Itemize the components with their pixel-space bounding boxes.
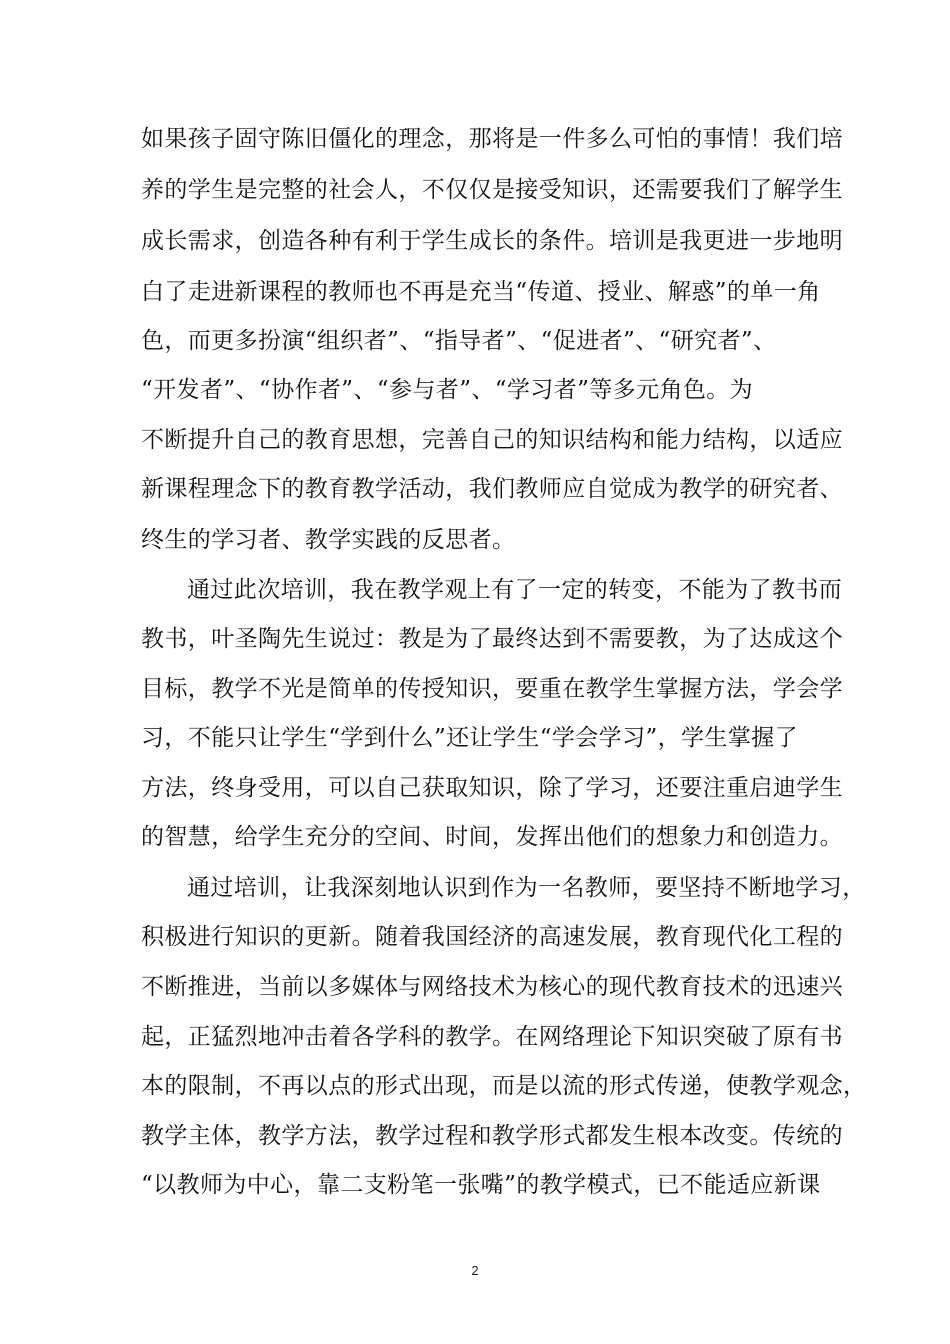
text-line: 不断推进，当前以多媒体与网络技术为核心的现代教育技术的迅速兴 bbox=[141, 974, 843, 1000]
text-line: “开发者”、“协作者”、“参与者”、“学习者”等多元角色。为 bbox=[141, 377, 754, 403]
paragraph-first-line: 通过此次培训，我在教学观上有了一定的转变，不能为了教书而 bbox=[187, 577, 843, 603]
text-line: 不断提升自己的教育思想，完善自己的知识结构和能力结构，以适应 bbox=[141, 427, 843, 453]
text-line: 白了走进新课程的教师也不再是充当“传道、授业、解惑”的单一角 bbox=[141, 279, 821, 305]
text-line: 起，正猛烈地冲击着各学科的教学。在网络理论下知识突破了原有书 bbox=[141, 1024, 843, 1050]
text-line: 色，而更多扮演“组织者”、“指导者”、“促进者”、“研究者”、 bbox=[141, 328, 777, 354]
paragraph-first-line: 通过培训，让我深刻地认识到作为一名教师，要坚持不断地学习， bbox=[187, 875, 866, 901]
page-number: 2 bbox=[471, 1263, 479, 1278]
text-line: 养的学生是完整的社会人，不仅仅是接受知识，还需要我们了解学生 bbox=[141, 177, 843, 203]
text-line: 目标，教学不光是简单的传授知识，要重在教学生掌握方法，学会学 bbox=[141, 676, 843, 702]
text-line: 教学主体，教学方法，教学过程和教学形式都发生根本改变。传统的 bbox=[141, 1123, 843, 1149]
text-line: 如果孩子固守陈旧僵化的理念，那将是一件多么可怕的事情！我们培 bbox=[141, 126, 843, 152]
text-line: 教书，叶圣陶先生说过：教是为了最终达到不需要教，为了达成这个 bbox=[141, 626, 843, 652]
text-line: 积极进行知识的更新。随着我国经济的高速发展，教育现代化工程的 bbox=[141, 924, 843, 950]
text-line: 终生的学习者、教学实践的反思者。 bbox=[141, 527, 516, 553]
text-line: 习，不能只让学生“学到什么”还让学生“学会学习”，学生掌握了 bbox=[141, 725, 799, 751]
text-line: 新课程理念下的教育教学活动，我们教师应自觉成为教学的研究者、 bbox=[141, 476, 843, 502]
text-line: 成长需求，创造各种有利于学生成长的条件。培训是我更进一步地明 bbox=[141, 228, 843, 254]
text-line: 的智慧，给学生充分的空间、时间，发挥出他们的想象力和创造力。 bbox=[141, 824, 843, 850]
text-line: “以教师为中心，靠二支粉笔一张嘴”的教学模式，已不能适应新课 bbox=[141, 1172, 821, 1198]
text-line: 方法，终身受用，可以自己获取知识，除了学习，还要注重启迪学生 bbox=[141, 775, 843, 801]
text-line: 本的限制，不再以点的形式出现，而是以流的形式传递，使教学观念， bbox=[141, 1073, 867, 1099]
